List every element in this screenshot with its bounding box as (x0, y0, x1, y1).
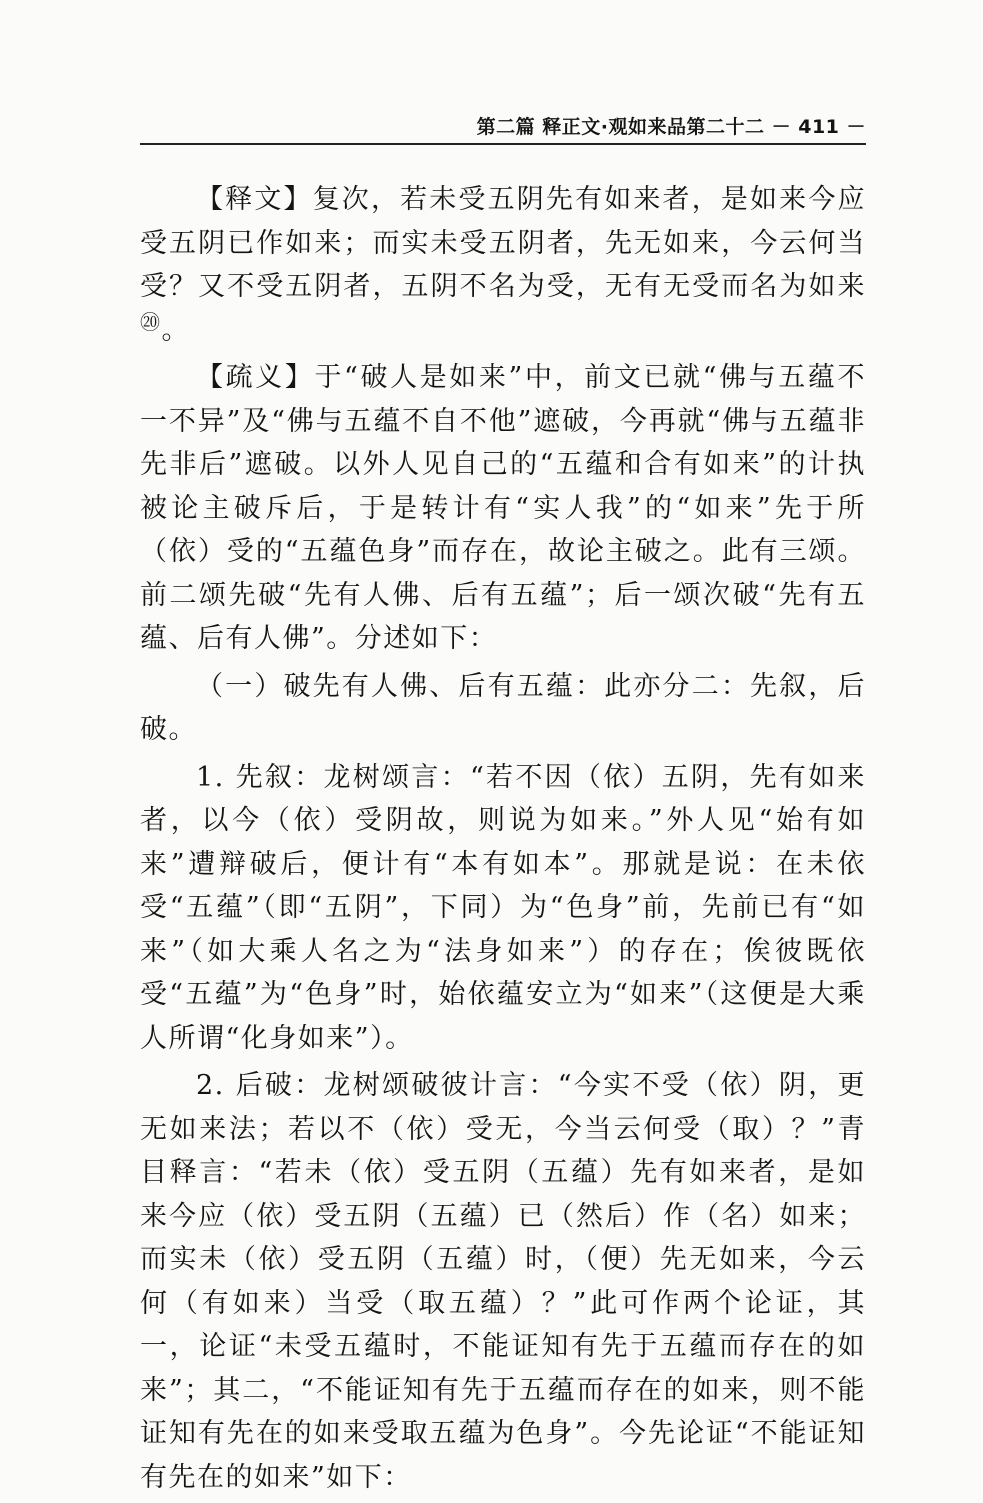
running-header: 第二篇 释正文·观如来品第二十二 － 411 － (476, 116, 866, 138)
paragraph-commentary-text (140, 178, 866, 352)
paragraph-section-one: （一）破先有人佛、后有五蕴：此亦分二：先叙，后破。 (140, 670, 866, 745)
commentary-text: 【释文】复次，若未受五阴先有如来者，是如来今应受五阴已作如来；而实未受五阴者，先无如来，今云何当受？又不受五阴者，五阴不名为受，无有无受而名为如来 (140, 184, 866, 302)
footnote-marker: ⑳ (140, 309, 162, 334)
paragraph-explanation: 【疏义】于“破人是如来”中，前文已就“佛与五蕴不一不异”及“佛与五蕴不自不他”遮破，今再就“佛与五蕴非先非后”遮破。以外人见自己的“五蕴和合有如来”的计执被论主破斥后，于是转计有“实人我”的“如来”先于所（依）受的“五蕴色身”而存在，故论主破之。此有三颂。前二颂先破“先有人佛、后有五蕴”；后一颂次破“先有五蕴、后有人佛”。分述如下： (140, 362, 866, 654)
closing-period: 。 (161, 314, 190, 346)
header-rule (140, 143, 866, 145)
page-body (140, 178, 866, 1503)
paragraph-second-refutation: 2. 后破：龙树颂破彼计言：“今实不受（依）阴，更无如来法；若以不（依）受无，今当云何受（取）？”青目释言：“若未（依）受五阴（五蕴）先有如来者，是如来今应（依）受五阴（五蕴）已（然后）作（名）如来；而实未（依）受五阴（五蕴）时，（便）先无如来，今云何（有如来）当受（取五蕴）？”此可作两个论证，其一，论证“未受五蕴时，不能证知有先于五蕴而存在的如来”；其二，“不能证知有先于五蕴而存在的如来，则不能证知有先在的如来受取五蕴为色身”。今先论证“不能证知有先在的如来”如下： (140, 1070, 866, 1493)
paragraph-first-narration: 1. 先叙：龙树颂言：“若不因（依）五阴，先有如来者，以今（依）受阴故，则说为如来。”外人见“始有如来”遭辩破后，便计有“本有如本”。那就是说：在未依受“五蕴”（即“五阴”，下同）为“色身”前，先前已有“如来”（如大乘人名之为“法身如来”）的存在；俟彼既依受“五蕴”为“色身”时，始依蕴安立为“如来”（这便是大乘人所谓“化身如来”）。 (140, 761, 866, 1054)
